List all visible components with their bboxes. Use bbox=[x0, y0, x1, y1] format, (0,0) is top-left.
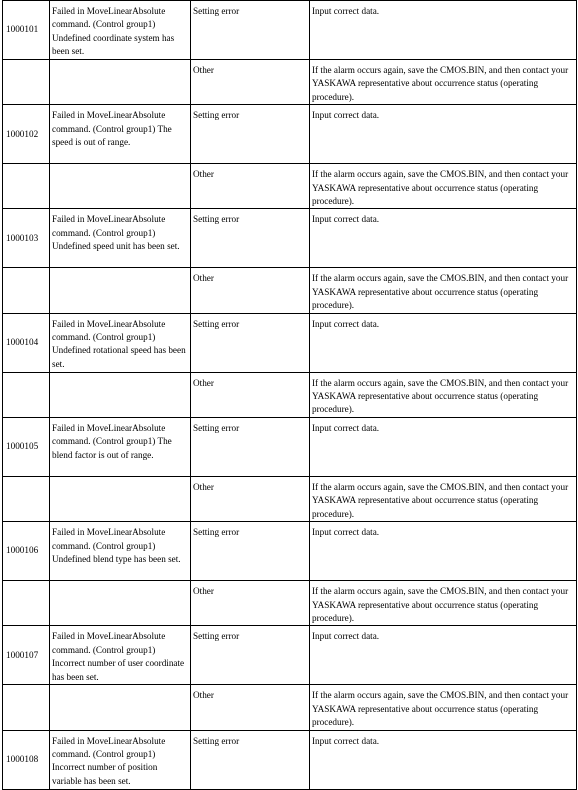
cause-cell: Setting error bbox=[191, 1, 310, 60]
empty-description-cell bbox=[50, 581, 191, 626]
cause-cell: Other bbox=[191, 476, 310, 521]
alarm-description-cell: Failed in MoveLinearAbsolute command. (Control group1) Undefined blend type has been set. bbox=[50, 522, 191, 581]
alarm-code-cell: 1000102 bbox=[3, 105, 50, 164]
cause-cell: Other bbox=[191, 164, 310, 209]
cause-cell: Setting error bbox=[191, 105, 310, 164]
cause-cell: Other bbox=[191, 60, 310, 105]
empty-code-cell bbox=[3, 164, 50, 209]
table-row bbox=[3, 417, 577, 476]
alarm-code-cell: 1000105 bbox=[3, 417, 50, 476]
alarm-code-cell: 1000103 bbox=[3, 209, 50, 268]
remedy-cell: If the alarm occurs again, save the CMOS.BIN, and then contact your YASKAWA representative about occurrence status (operating procedure). bbox=[310, 476, 577, 521]
remedy-cell: If the alarm occurs again, save the CMOS.BIN, and then contact your YASKAWA representative about occurrence status (operating procedure). bbox=[310, 372, 577, 417]
table-row bbox=[3, 313, 577, 372]
alarm-code-cell: 1000106 bbox=[3, 522, 50, 581]
remedy-cell: Input correct data. bbox=[310, 1, 577, 60]
alarm-description-cell: Failed in MoveLinearAbsolute command. (Control group1) Undefined coordinate system has been set. bbox=[50, 1, 191, 60]
empty-description-cell bbox=[50, 60, 191, 105]
cause-cell: Setting error bbox=[191, 313, 310, 372]
table-row bbox=[3, 268, 577, 313]
table-row bbox=[3, 626, 577, 685]
remedy-cell: Input correct data. bbox=[310, 626, 577, 685]
empty-description-cell bbox=[50, 476, 191, 521]
remedy-cell: If the alarm occurs again, save the CMOS.BIN, and then contact your YASKAWA representative about occurrence status (operating procedure). bbox=[310, 685, 577, 730]
alarm-code-cell: 1000104 bbox=[3, 313, 50, 372]
table-row bbox=[3, 60, 577, 105]
remedy-cell: If the alarm occurs again, save the CMOS.BIN, and then contact your YASKAWA representative about occurrence status (operating procedure). bbox=[310, 60, 577, 105]
alarm-code-cell: 1000107 bbox=[3, 626, 50, 685]
remedy-cell: Input correct data. bbox=[310, 313, 577, 372]
remedy-cell: Input correct data. bbox=[310, 105, 577, 164]
empty-description-cell bbox=[50, 268, 191, 313]
remedy-cell: Input correct data. bbox=[310, 209, 577, 268]
remedy-cell: Input correct data. bbox=[310, 522, 577, 581]
empty-code-cell bbox=[3, 268, 50, 313]
table-row bbox=[3, 105, 577, 164]
alarm-description-cell: Failed in MoveLinearAbsolute command. (Control group1) The blend factor is out of range. bbox=[50, 417, 191, 476]
empty-code-cell bbox=[3, 685, 50, 730]
remedy-cell: If the alarm occurs again, save the CMOS.BIN, and then contact your YASKAWA representative about occurrence status (operating procedure). bbox=[310, 164, 577, 209]
table-row bbox=[3, 372, 577, 417]
cause-cell: Setting error bbox=[191, 417, 310, 476]
table-row bbox=[3, 581, 577, 626]
table-row bbox=[3, 476, 577, 521]
cause-cell: Other bbox=[191, 581, 310, 626]
cause-cell: Setting error bbox=[191, 730, 310, 789]
table-row bbox=[3, 209, 577, 268]
alarm-code-cell: 1000101 bbox=[3, 1, 50, 60]
alarm-code-cell: 1000108 bbox=[3, 730, 50, 789]
empty-code-cell bbox=[3, 581, 50, 626]
remedy-cell: Input correct data. bbox=[310, 730, 577, 789]
cause-cell: Setting error bbox=[191, 209, 310, 268]
empty-description-cell bbox=[50, 372, 191, 417]
table-row bbox=[3, 685, 577, 730]
cause-cell: Other bbox=[191, 685, 310, 730]
cause-cell: Setting error bbox=[191, 626, 310, 685]
remedy-cell: If the alarm occurs again, save the CMOS.BIN, and then contact your YASKAWA representative about occurrence status (operating procedure). bbox=[310, 581, 577, 626]
alarm-table bbox=[2, 0, 577, 790]
cause-cell: Other bbox=[191, 372, 310, 417]
empty-code-cell bbox=[3, 372, 50, 417]
empty-code-cell bbox=[3, 60, 50, 105]
alarm-description-cell: Failed in MoveLinearAbsolute command. (Control group1) Incorrect number of position variable has been set. bbox=[50, 730, 191, 789]
cause-cell: Setting error bbox=[191, 522, 310, 581]
table-row bbox=[3, 522, 577, 581]
alarm-description-cell: Failed in MoveLinearAbsolute command. (Control group1) Incorrect number of user coordinate has been set. bbox=[50, 626, 191, 685]
table-row bbox=[3, 164, 577, 209]
table-row bbox=[3, 1, 577, 60]
alarm-description-cell: Failed in MoveLinearAbsolute command. (Control group1) Undefined rotational speed has been set. bbox=[50, 313, 191, 372]
empty-description-cell bbox=[50, 164, 191, 209]
alarm-description-cell: Failed in MoveLinearAbsolute command. (Control group1) Undefined speed unit has been set. bbox=[50, 209, 191, 268]
empty-description-cell bbox=[50, 685, 191, 730]
cause-cell: Other bbox=[191, 268, 310, 313]
remedy-cell: If the alarm occurs again, save the CMOS.BIN, and then contact your YASKAWA representative about occurrence status (operating procedure). bbox=[310, 268, 577, 313]
alarm-description-cell: Failed in MoveLinearAbsolute command. (Control group1) The speed is out of range. bbox=[50, 105, 191, 164]
empty-code-cell bbox=[3, 476, 50, 521]
remedy-cell: Input correct data. bbox=[310, 417, 577, 476]
